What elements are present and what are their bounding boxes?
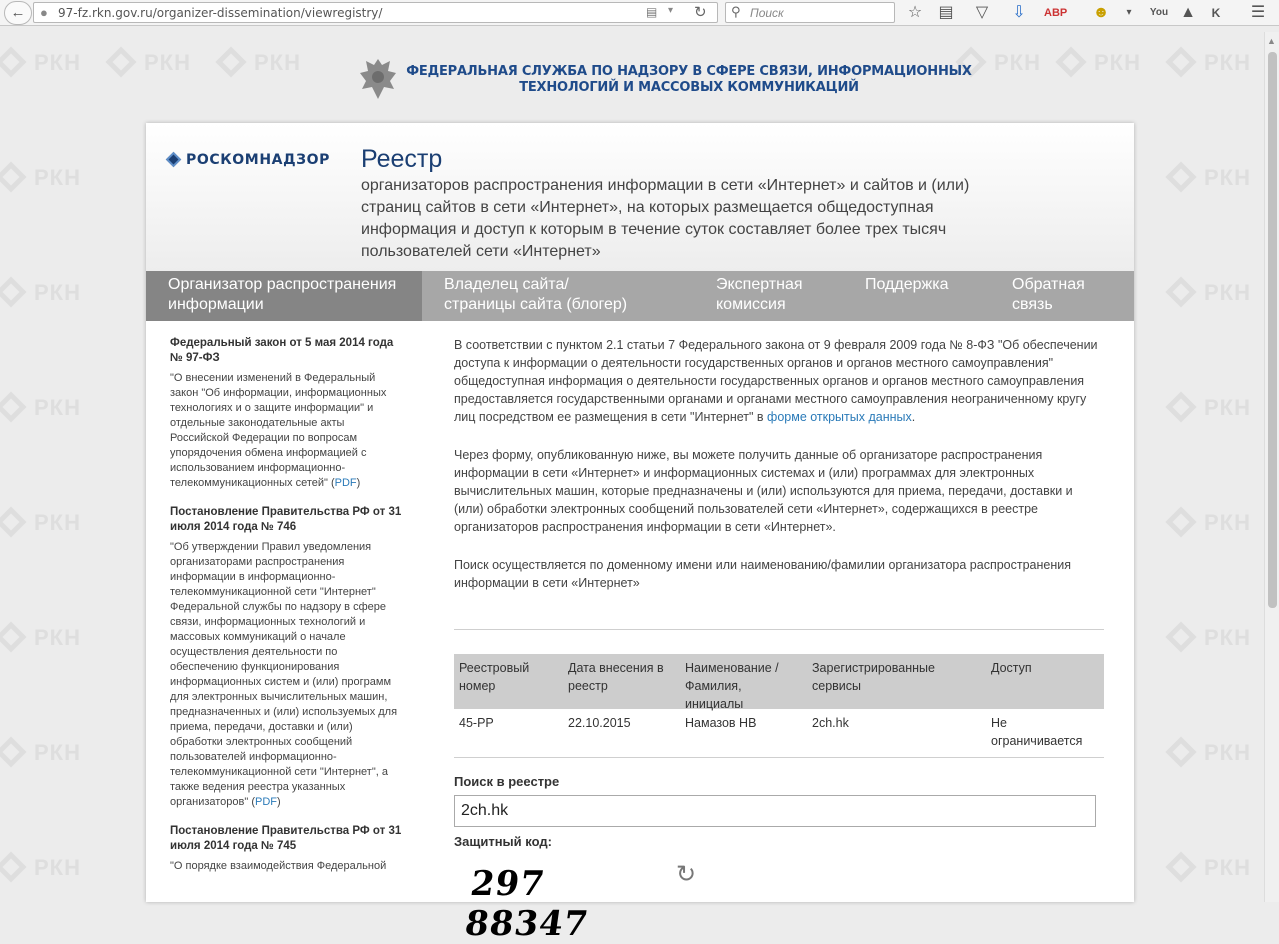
history-dropdown-icon[interactable]: ▾ xyxy=(668,5,674,16)
agency-name: ФЕДЕРАЛЬНАЯ СЛУЖБА ПО НАДЗОРУ В СФЕРЕ СВЯЗИ, ИНФОРМАЦИОННЫХ ТЕХНОЛОГИЙ И МАССОВЫХ КОММУНИКАЦИЙ xyxy=(406,64,972,95)
search-icon: ⚲ xyxy=(731,4,741,19)
watermark: РКН xyxy=(1060,50,1141,76)
sidebar xyxy=(170,336,406,888)
watermark: РКН xyxy=(0,625,81,651)
tab-feedback[interactable]: Обратная связь xyxy=(1012,276,1085,313)
form-description: Через форму, опубликованную ниже, вы можете получить данные об организаторе распространения информации в сети «Интернет» и информационных системах и (или) программах для электронных вычислительных машин, которые предназначены и (или) используются для приема, передачи, доставки и (или) обработки электронных сообщений пользователей сети «Интернет», содержащихся в реестре организаторов распространения информации в сети «Интернет». xyxy=(454,448,1073,534)
watermark: РКН xyxy=(1170,165,1251,191)
watermark: РКН xyxy=(0,740,81,766)
url-text: 97-fz.rkn.gov.ru/organizer-dissemination/viewregistry/ xyxy=(58,6,383,20)
coat-of-arms-icon xyxy=(356,55,400,103)
watermark: РКН xyxy=(1170,855,1251,881)
doc-title: Постановление Правительства РФ от 31 июля 2014 года № 746 xyxy=(170,506,402,533)
tab-site-owner[interactable]: Владелец сайта/страницы сайта (блогер) xyxy=(444,276,628,313)
doc-description: "О внесении изменений в Федеральный закон "Об информации, информационных технологиях и о защите информации" и отдельные законодательные акты Российской Федерации по вопросам упорядочения обмена информацией с использованием информационно-телекоммуникационных сетей" (PDF) xyxy=(170,372,387,489)
extension-dropdown-icon[interactable]: ▾ xyxy=(1126,7,1132,18)
header-cell: Зарегистрированные сервисы xyxy=(812,661,935,693)
watermark: РКН xyxy=(1170,395,1251,421)
watermark: РКН xyxy=(0,510,81,536)
scrollbar-thumb[interactable] xyxy=(1268,52,1277,608)
sidebar-doc xyxy=(170,824,406,874)
tab-support[interactable]: Поддержка xyxy=(865,276,949,293)
main-nav xyxy=(146,271,1134,321)
header-cell: Дата внесения в реестр xyxy=(568,661,664,693)
adblock-icon[interactable]: ABP xyxy=(1044,7,1068,19)
header-cell: Наименование / Фамилия, инициалы xyxy=(685,661,779,711)
watermark: РКН xyxy=(960,50,1041,76)
scroll-up-icon[interactable]: ▲ xyxy=(1267,36,1276,46)
pdf-link[interactable]: PDF xyxy=(255,796,277,808)
header-cell: Доступ xyxy=(991,661,1032,675)
watermark: РКН xyxy=(110,50,191,76)
watermark: РКН xyxy=(1170,280,1251,306)
table-cell: 2ch.hk xyxy=(812,716,849,730)
extension-face-icon[interactable]: ☻ xyxy=(1092,4,1110,21)
registry-title: Реестр xyxy=(361,145,443,173)
main-card xyxy=(146,123,1134,944)
back-button[interactable]: ← xyxy=(4,1,32,25)
watermark: РКН xyxy=(1170,510,1251,536)
table-cell: Не ограничивается xyxy=(991,716,1083,748)
sidebar-doc xyxy=(170,336,406,491)
sidebar-doc xyxy=(170,505,406,810)
registry-search-input[interactable]: 2ch.hk xyxy=(454,795,1096,827)
watermark: РКН xyxy=(0,50,81,76)
content-text xyxy=(454,336,1104,612)
watermark: РКН xyxy=(1170,625,1251,651)
doc-description: "О порядке взаимодействия Федеральной xyxy=(170,860,387,872)
pocket-icon[interactable]: ▽ xyxy=(975,4,989,21)
search-description: Поиск осуществляется по доменному имени или наименованию/фамилии организатора распространения информации в сети «Интернет» xyxy=(454,558,1072,590)
search-placeholder: Поиск xyxy=(750,6,784,20)
watermark: РКН xyxy=(1170,50,1251,76)
reload-icon[interactable]: ↻ xyxy=(694,4,707,21)
tab-organizer[interactable]: Организатор распространения информации xyxy=(146,271,422,321)
watermark: РКН xyxy=(220,50,301,76)
registry-table xyxy=(454,654,1104,757)
registry-subtitle: организаторов распространения информации в сети «Интернет» и сайтов и (или) страниц сайтов в сети «Интернет», на которых размещается общедоступная информация и доступ к которым в течение суток составляет более трех тысяч пользователей сети «Интернет» xyxy=(361,177,970,260)
watermark: РКН xyxy=(0,280,81,306)
search-label: Поиск в реестре xyxy=(454,774,560,789)
card-header xyxy=(146,123,1134,271)
doc-title: Федеральный закон от 5 мая 2014 года № 97-ФЗ xyxy=(170,337,394,364)
table-cell: 22.10.2015 xyxy=(568,716,631,730)
watermark: РКН xyxy=(0,855,81,881)
captcha-image: 297 88347 xyxy=(454,858,664,902)
rkn-logo[interactable]: РОСКОМНАДЗОР xyxy=(168,152,330,168)
table-header xyxy=(454,654,1104,709)
captcha-label: Защитный код: xyxy=(454,834,552,849)
search-bar[interactable] xyxy=(725,2,895,23)
watermark: РКН xyxy=(0,165,81,191)
divider xyxy=(454,757,1104,758)
youtube-icon[interactable]: You xyxy=(1149,7,1169,18)
globe-icon: ● xyxy=(40,5,48,20)
watermark: РКН xyxy=(1170,740,1251,766)
menu-icon[interactable]: ☰ xyxy=(1250,4,1266,21)
header-cell: Реестровый номер xyxy=(459,661,530,693)
open-data-link[interactable]: форме открытых данных xyxy=(767,410,912,424)
table-cell: Намазов НВ xyxy=(685,716,757,730)
bookmark-star-icon[interactable]: ☆ xyxy=(907,4,923,21)
rkn-logo-icon xyxy=(166,152,182,168)
browser-toolbar xyxy=(0,0,1279,26)
pdf-link[interactable]: PDF xyxy=(334,477,357,489)
tab-expert-commission[interactable]: Экспертная комиссия xyxy=(716,276,803,313)
bookmarks-list-icon[interactable]: ▤ xyxy=(938,4,954,21)
address-bar[interactable] xyxy=(33,2,718,23)
downloads-icon[interactable]: ⇩ xyxy=(1012,4,1026,21)
sync-icon[interactable]: ▲ xyxy=(1180,4,1196,21)
table-row xyxy=(454,709,1104,757)
intro-paragraph: В соответствии с пунктом 2.1 статьи 7 Федерального закона от 9 февраля 2009 года № 8-ФЗ "Об обеспечении доступа к информации о деятельности государственных органов и органов местного самоуправления" общедоступная информация о деятельности государственных органов и органов местного самоуправления предоставляется государственными органами и органами местного самоуправления неограниченному кругу лиц посредством ее размещения в сети "Интернет" в форме открытых данных. xyxy=(454,338,1098,424)
page-scrollbar[interactable] xyxy=(1264,32,1279,902)
refresh-captcha-icon[interactable]: ↻ xyxy=(676,861,697,888)
doc-description: "Об утверждении Правил уведомления организаторами распространения информации в информационно-телекоммуникационной сети "Интернет" Федеральной службы по надзору в сфере связи, информационных технологий и массовых коммуникаций о начале осуществления деятельности по обеспечению функционирования информационных систем и (или) программ для электронных вычислительных машин, предназначенных и (или) используемых для приема, передачи, доставки и (или) обработки электронных сообщений пользователей информационно-телекоммуникационной сети "Интернет", а также ведения реестра указанных организаторов" (PDF) xyxy=(170,541,398,808)
watermark: РКН xyxy=(0,395,81,421)
divider xyxy=(454,629,1104,630)
reader-view-icon[interactable]: ▤ xyxy=(646,5,658,19)
table-cell: 45-РР xyxy=(459,716,494,730)
doc-title: Постановление Правительства РФ от 31 июля 2014 года № 745 xyxy=(170,825,402,852)
k-extension-icon[interactable]: K xyxy=(1211,6,1221,20)
